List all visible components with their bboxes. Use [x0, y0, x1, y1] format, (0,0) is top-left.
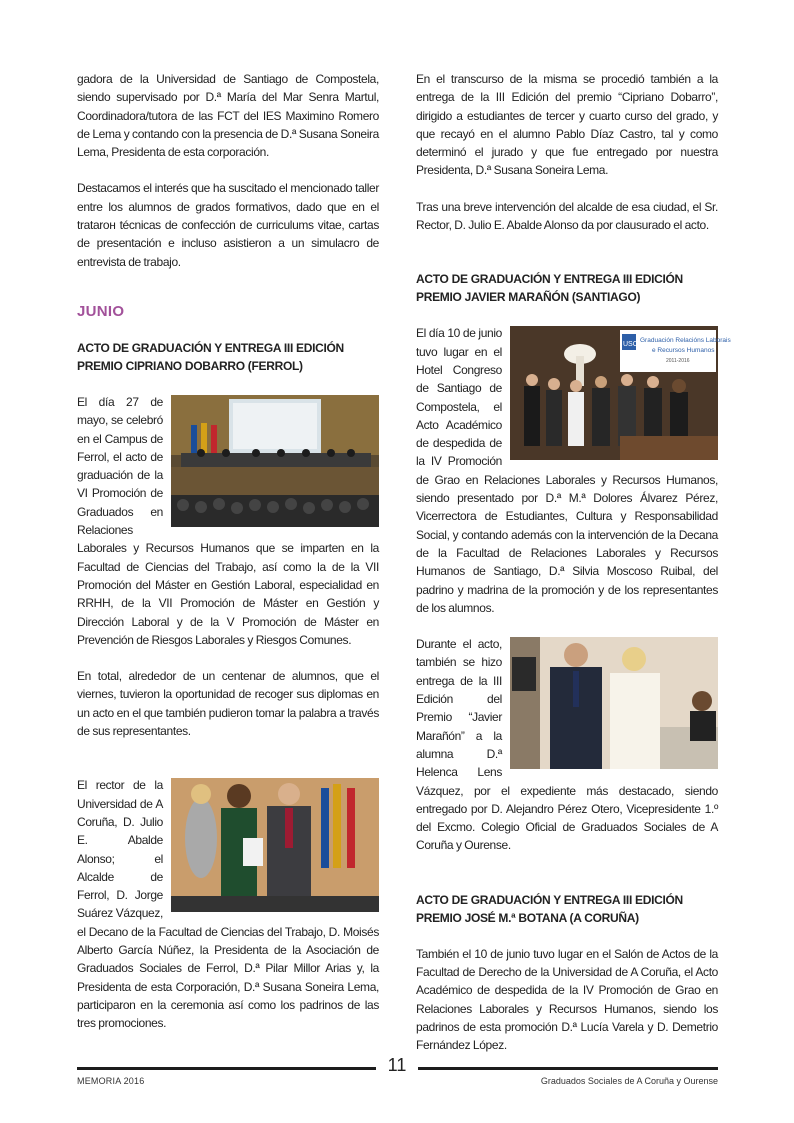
footer-rule-left	[77, 1067, 376, 1070]
paragraph: gadora de la Universidad de Santiago de Compostela, siendo supervisado por D.ª María del Mar Senra Martul, Coordinadora/tutora de las FCT del IES Maximino Romero de Lema y contando con la presencia de D.ª Susana Soneira Lema, Presidenta de esta corporación.	[77, 72, 379, 160]
banner-line-2: e Recursos Humanos	[652, 347, 715, 355]
article-heading: ACTO DE GRADUACIÓN Y ENTREGA III EDICIÓN PREMIO JOSÉ M.ª BOTANA (A CORUÑA)	[416, 892, 683, 925]
paragraph: También el 10 de junio tuvo lugar en el Salón de Actos de la Facultad de Derecho de la Universidad de A Coruña, el Acto Académico de despedida de la IV Promoción de Grao en Relaciones Laborales y Recursos Humanos, siendo los padrinos de esta promoción D.ª Lucía Varela y D. Demetrio Fernández López.	[416, 946, 718, 1053]
paragraph: Destacamos el interés que ha suscitado el mencionado taller entre los alumnos de grados formativos, dado que en el tratarон técnicas de confección de curriculums vitae, cartas de presentación e incluso asistieron a un simulacro de entrevista de trabajo.	[77, 181, 379, 269]
banner-logo: USC	[623, 341, 638, 349]
right-column	[416, 70, 731, 1054]
left-column	[77, 70, 379, 1032]
banner-line-1: Graduación Relacións Laborais	[640, 337, 731, 345]
photo-santiago-award	[510, 637, 718, 769]
paragraph: Tras una breve intervención del alcalde de esa ciudad, el Sr. Rector, D. Julio E. Abalde Alonso da por clausurado el acto.	[416, 199, 718, 233]
paragraph: El día 10 de junio tuvo lugar en el Hotel Congreso de Santiago de Compostela, el Acto Académico de despedida de la IV Promoción de Grao en Relaciones Laborales y Recursos Humanos, siendo presentado por D.ª M.ª Dolores Álvarez Pérez, Vicerrectora de Estudiantes, Cultura y Responsabilidad Social, y contando además con la intervención de la Decana de la Facultad de Relaciones Laborales y Recursos Humanos de Santiago, D.ª Silvia Moscoso Ruibal, del padrino y madrina de la promoción y de los representantes de los alumnos.	[416, 326, 718, 615]
photo-ferrol-ceremony	[171, 395, 379, 527]
section-label-junio: JUNIO	[77, 302, 125, 320]
article-heading: ACTO DE GRADUACIÓN Y ENTREGA III EDICIÓN PREMIO CIPRIANO DOBARRO (FERROL)	[77, 340, 344, 373]
article-heading: ACTO DE GRADUACIÓN Y ENTREGA III EDICIÓN PREMIO JAVIER MARAÑÓN (SANTIAGO)	[416, 272, 683, 305]
banner-line-3: 2011-2016	[666, 358, 690, 365]
footer-rule-right	[418, 1067, 718, 1070]
page-number: 11	[387, 1055, 407, 1075]
paragraph: En el transcurso de la misma se procedió también a la entrega de la III Edición del premio “Cipriano Dobarro”, dirigido a estudiantes de tercer y cuarto curso del grado, y que recayó en el alumno Pablo Díaz Castro, tal y como determinó el jurado y que fue entregado por nuestra Presidenta, D.ª Susana Soneira Lema.	[416, 72, 718, 178]
paragraph: En total, alrededor de un centenar de alumnos, que el viernes, tuvieron la oportunidad de recoger sus diplomas en un acto en el que también pudieron tomar la palabra a través de sus representantes.	[77, 669, 379, 739]
footer-organization: Graduados Sociales de A Coruña y Ourense	[540, 1076, 718, 1086]
footer-publication: MEMORIA 2016	[77, 1076, 145, 1086]
paragraph: El rector de la Universidad de A Coruña, D. Julio E. Abalde Alonso; el Alcalde de Ferrol, D. Jorge Suárez Vázquez, el Decano de la Facultad de Ciencias del Trabajo, D. Moisés Alberto García Núñez, la Presidenta de la Asociación de Graduados Sociales de Ferrol, D.ª Pilar Millor Arias y, la Presidenta de esta Corporación, D.ª Susana Soneira Lema, participaron en la ceremonia así como los padrinos de las tres promociones.	[77, 778, 379, 1031]
paragraph: Durante el acto, también se hizo entrega de la III Edición del Premio “Javier Marañón” a la alumna D.ª Helenca Lens Vázquez, por el expediente más destacado, siendo entregado por D. Alejandro Pérez Otero, Vicepresidente 1.º del Excmo. Colegio Oficial de Graduados Sociales de A Coruña y Ourense.	[416, 637, 718, 853]
photo-ferrol-award	[171, 778, 379, 912]
photo-santiago-ceremony	[510, 326, 731, 460]
paragraph: El día 27 de mayo, se celebró en el Campus de Ferrol, el acto de graduación de la VI Promoción de Graduados en Relaciones Laborales y Recursos Humanos que se imparten en la Facultad de Ciencias del Trabajo, así como la de la VII Promoción del Máster en Gestión Laboral, especialidad en RRHH, de la VII Promoción de Máster en Gestión y Dirección Laboral y de la V Promoción de Máster en Prevención de Riesgos Laborales y Riesgos Comunes.	[77, 394, 379, 647]
